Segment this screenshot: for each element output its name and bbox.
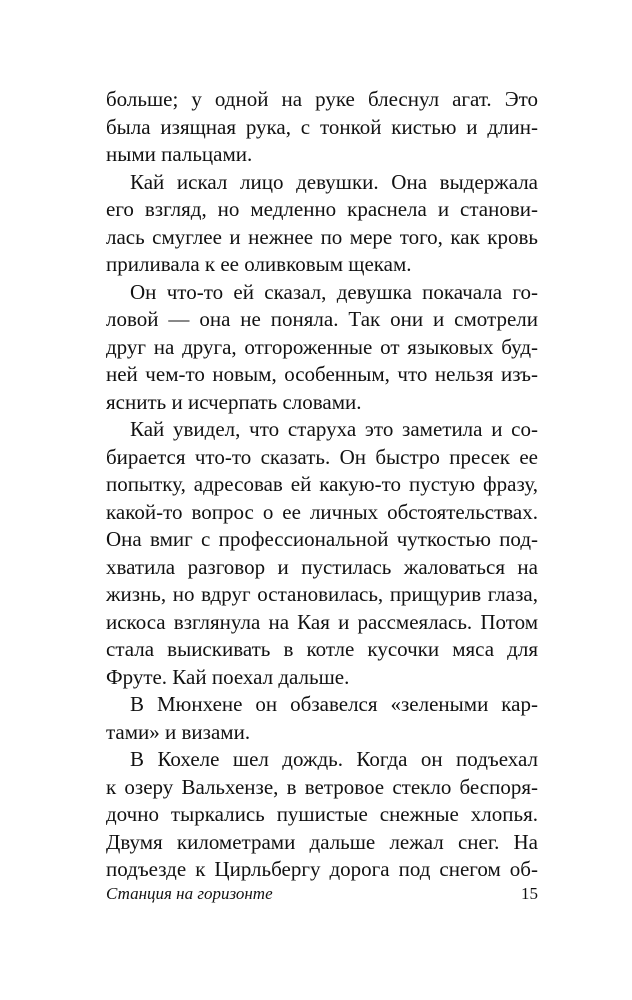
paragraph	[106, 279, 538, 417]
text-line: бирается что-то сказать. Он быстро пресек ее	[106, 444, 538, 469]
text-line: жизнь, но вдруг остановилась, прищурив глаза,	[106, 582, 538, 606]
text-line: В Кохеле шел дождь. Когда он подъехал	[130, 747, 538, 771]
text-line: Кай увидел, что старуха это заметила и со-	[130, 417, 538, 441]
text-line: была изящная рука, с тонкой кистью и длин-	[106, 114, 538, 139]
page-number: 15	[521, 884, 538, 903]
paragraph	[106, 86, 538, 169]
text-line: Она вмиг с профессиональной чуткостью под-	[106, 527, 538, 551]
paragraph	[106, 691, 538, 746]
text-line: подъезде к Цирльбергу дорога под снегом об-	[106, 857, 538, 881]
text-line: Фруте. Кай поехал дальше.	[106, 664, 350, 689]
text-line: лась смуглее и нежнее по мере того, как кровь	[106, 224, 538, 249]
text-line: ловой — она не поняла. Так они и смотрели	[106, 307, 538, 331]
paragraph	[106, 746, 538, 884]
text-line: попытку, адресовав ей какую-то пустую фразу,	[106, 472, 538, 496]
text-line: ными пальцами.	[106, 142, 253, 166]
text-line: Кай искал лицо девушки. Она выдержала	[130, 169, 538, 194]
text-line: его взгляд, но медленно краснела и станови-	[106, 197, 538, 221]
paragraph	[106, 416, 538, 691]
text-line: яснить и исчерпать словами.	[106, 389, 362, 414]
text-line: дочно тыркались пушистые снежные хлопья.	[106, 802, 538, 826]
text-line: В Мюнхене он обзавелся «зелеными кар-	[130, 692, 538, 716]
paragraph	[106, 169, 538, 279]
text-line: друг на друга, отгороженные от языковых буд-	[106, 334, 538, 359]
text-line: стала выискивать в котле кусочки мяса для	[106, 637, 538, 661]
text-line: искоса взглянула на Кая и рассмеялась. Потом	[106, 609, 538, 634]
text-line: ней чем-то новым, особенным, что нельзя изъ-	[106, 362, 538, 386]
text-line: к озеру Вальхензе, в ветровое стекло беспоря-	[106, 774, 538, 799]
running-title: Станция на горизонте	[106, 884, 273, 903]
text-line: больше; у одной на руке блеснул агат. Это	[106, 87, 538, 111]
text-line: Он что-то ей сказал, девушка покачала го-	[130, 279, 538, 304]
page-footer	[106, 884, 538, 904]
text-line: какой-то вопрос о ее личных обстоятельствах.	[106, 499, 538, 524]
text-line: приливала к ее оливковым щекам.	[106, 252, 412, 276]
text-line: тами» и визами.	[106, 719, 251, 744]
text-line: Двумя километрами дальше лежал снег. На	[106, 829, 538, 854]
page-body	[106, 86, 538, 884]
text-line: хватила разговор и пустилась жаловаться на	[106, 554, 538, 579]
